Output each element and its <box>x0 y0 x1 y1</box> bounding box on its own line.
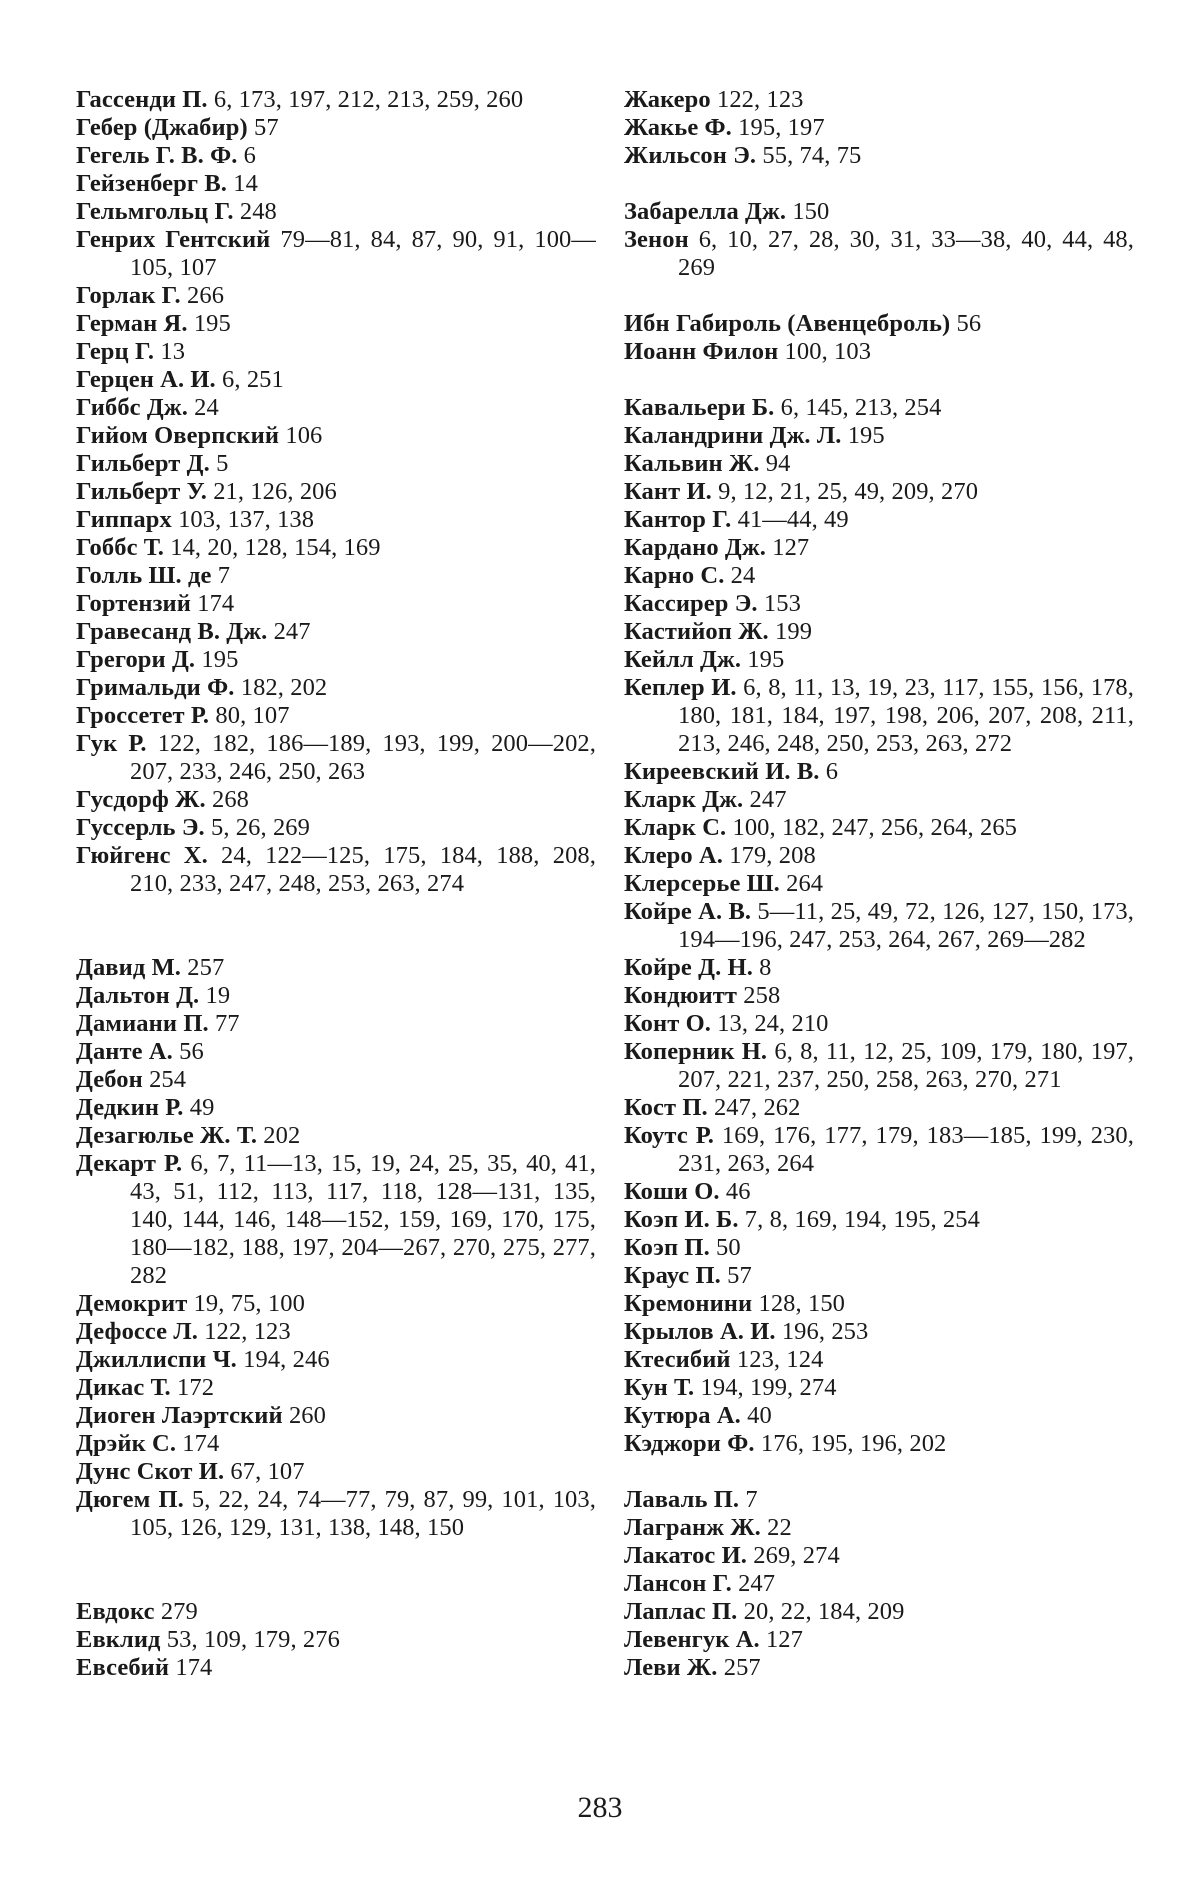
index-entry-name: Кутюра А. <box>624 1402 741 1429</box>
index-entry-name: Гильберт У. <box>76 478 207 505</box>
page-number: 283 <box>577 1791 623 1824</box>
index-entry-pages: 13, 24, 210 <box>717 1010 829 1037</box>
index-entry-name: Койре А. В. <box>624 898 752 925</box>
index-entry <box>76 422 596 450</box>
index-entry-name: Кондюитт <box>624 982 738 1009</box>
index-entry <box>76 226 596 282</box>
index-entry-name: Джиллиспи Ч. <box>76 1346 237 1373</box>
index-entry <box>624 1654 1134 1682</box>
index-entry <box>624 1542 1134 1570</box>
index-entry-pages: 57 <box>727 1262 752 1289</box>
index-entry <box>624 1430 1134 1458</box>
index-entry-pages: 128, 150 <box>758 1290 846 1317</box>
index-entry <box>624 1122 1134 1178</box>
index-entry <box>76 954 596 982</box>
index-entry <box>76 198 596 226</box>
index-entry-name: Гоббс Т. <box>76 534 164 561</box>
index-entry <box>76 1430 596 1458</box>
index-entry-name: Гук Р. <box>76 730 147 757</box>
index-entry <box>624 870 1134 898</box>
index-entry-pages: 194, 199, 274 <box>700 1374 837 1401</box>
index-entry-name: Гравесанд В. Дж. <box>76 618 268 645</box>
index-entry-name: Дрэйк С. <box>76 1430 177 1457</box>
index-entry <box>624 1290 1134 1318</box>
index-entry-pages: 199 <box>775 618 813 645</box>
index-entry <box>76 394 596 422</box>
index-entry-pages: 247 <box>273 618 311 645</box>
index-entry <box>624 1234 1134 1262</box>
index-entry <box>76 114 596 142</box>
index-entry-name: Койре Д. Н. <box>624 954 753 981</box>
index-entry-name: Ктесибий <box>624 1346 731 1373</box>
index-entry-pages: 56 <box>179 1038 204 1065</box>
index-entry <box>76 506 596 534</box>
index-entry-name: Гиппарх <box>76 506 172 533</box>
index-entry <box>76 1374 596 1402</box>
index-entry-pages: 80, 107 <box>215 702 290 729</box>
index-entry-pages: 122, 182, 186—189, 193, 199, 200—202, 207, 233, 246, 250, 263 <box>130 730 596 785</box>
index-entry-name: Гортензий <box>76 590 191 617</box>
index-entry-name: Гусдорф Ж. <box>76 786 206 813</box>
index-entry <box>624 1094 1134 1122</box>
index-entry-pages: 57 <box>253 114 279 141</box>
index-entry-name: Дальтон Д. <box>76 982 200 1009</box>
index-entry-name: Кастийоп Ж. <box>624 618 769 645</box>
index-entry-pages: 195 <box>747 646 785 673</box>
index-entry-pages: 24 <box>194 394 219 421</box>
index-entry-pages: 127 <box>772 534 810 561</box>
index-entry <box>76 842 596 898</box>
index-entry-pages: 279 <box>160 1598 198 1625</box>
index-entry <box>624 1570 1134 1598</box>
index-entry-pages: 8 <box>759 954 772 981</box>
index-entry <box>624 450 1134 478</box>
index-entry-name: Коперник Н. <box>624 1038 768 1065</box>
index-entry-pages: 127 <box>765 1626 804 1653</box>
index-entry <box>624 226 1134 282</box>
index-entry <box>624 1374 1134 1402</box>
index-entry-name: Жильсон Э. <box>624 142 757 169</box>
index-entry-name: Данте А. <box>76 1038 173 1065</box>
index-entry-pages: 20, 22, 184, 209 <box>743 1598 905 1625</box>
index-entry-pages: 24, 122—125, 175, 184, 188, 208, 210, 233, 247, 248, 253, 263, 274 <box>130 842 596 897</box>
index-entry-pages: 49 <box>189 1094 215 1121</box>
index-entry-name: Кант И. <box>624 478 712 505</box>
index-entry-pages: 268 <box>211 786 250 813</box>
index-entry-name: Гиббс Дж. <box>76 394 188 421</box>
index-entry-name: Зенон <box>624 226 689 253</box>
index-entry-pages: 22 <box>767 1514 792 1541</box>
index-entry-name: Кремонини <box>624 1290 753 1317</box>
index-entry-pages: 41—44, 49 <box>737 506 849 533</box>
section-gap <box>624 282 1134 310</box>
index-entry-name: Кантор Г. <box>624 506 732 533</box>
index-entry-pages: 106 <box>285 422 323 449</box>
index-entry-name: Кун Т. <box>624 1374 695 1401</box>
index-entry-name: Кальвин Ж. <box>624 450 760 477</box>
index-entry-pages: 6, 145, 213, 254 <box>780 394 942 421</box>
index-entry-pages: 202 <box>263 1122 301 1149</box>
index-entry-name: Лаваль П. <box>624 1486 740 1513</box>
index-entry <box>76 674 596 702</box>
index-entry-name: Герц Г. <box>76 338 155 365</box>
index-entry-pages: 123, 124 <box>736 1346 824 1373</box>
index-entry <box>76 982 596 1010</box>
index-entry-name: Герцен А. И. <box>76 366 216 393</box>
index-entry-name: Кларк Дж. <box>624 786 744 813</box>
index-entry-pages: 174 <box>182 1430 220 1457</box>
index-entry <box>76 814 596 842</box>
index-entry <box>76 786 596 814</box>
index-entry-pages: 176, 195, 196, 202 <box>760 1430 947 1457</box>
index-entry-pages: 150 <box>792 198 830 225</box>
index-entry-pages: 7 <box>745 1486 758 1513</box>
index-entry <box>624 1178 1134 1206</box>
index-entry-name: Гуссерль Э. <box>76 814 205 841</box>
index-entry-name: Гейзенберг В. <box>76 170 227 197</box>
index-entry-name: Дефоссе Л. <box>76 1318 198 1345</box>
index-entry-pages: 258 <box>743 982 781 1009</box>
index-entry-name: Гроссетет Р. <box>76 702 210 729</box>
index-entry-name: Гюйгенс Х. <box>76 842 208 869</box>
index-entry-pages: 6 <box>825 758 839 785</box>
index-entry-name: Гельмгольц Г. <box>76 198 234 225</box>
index-entry-pages: 269, 274 <box>753 1542 840 1569</box>
index-entry-name: Дамиани П. <box>76 1010 209 1037</box>
index-entry-name: Дюгем П. <box>76 1486 184 1513</box>
index-entry <box>624 1262 1134 1290</box>
index-entry <box>76 170 596 198</box>
index-entry-name: Лагранж Ж. <box>624 1514 761 1541</box>
index-entry <box>76 1010 596 1038</box>
index-entry <box>624 982 1134 1010</box>
index-entry-pages: 153 <box>763 590 801 617</box>
index-entry <box>76 282 596 310</box>
index-entry <box>76 478 596 506</box>
index-entry-pages: 254 <box>149 1066 187 1093</box>
index-entry <box>624 1010 1134 1038</box>
index-entry <box>624 1318 1134 1346</box>
index-entry-pages: 13 <box>160 338 186 365</box>
index-entry <box>624 954 1134 982</box>
index-entry-pages: 182, 202 <box>240 674 328 701</box>
index-entry <box>624 534 1134 562</box>
index-entry-name: Лаплас П. <box>624 1598 738 1625</box>
index-entry-name: Гебер (Джабир) <box>76 114 248 141</box>
index-entry-pages: 266 <box>187 282 225 309</box>
index-entry <box>76 702 596 730</box>
index-entry <box>76 562 596 590</box>
index-entry-name: Дебон <box>76 1066 143 1093</box>
index-entry <box>624 646 1134 674</box>
index-entry <box>76 1122 596 1150</box>
index-entry-pages: 172 <box>177 1374 215 1401</box>
index-entry-pages: 174 <box>197 590 235 617</box>
index-entry-name: Коэп П. <box>624 1234 710 1261</box>
index-entry-pages: 9, 12, 21, 25, 49, 209, 270 <box>718 478 979 505</box>
index-entry-name: Карно С. <box>624 562 725 589</box>
index-entry-name: Дикас Т. <box>76 1374 171 1401</box>
index-entry <box>76 1038 596 1066</box>
index-entry-name: Кэджори Ф. <box>624 1430 755 1457</box>
index-entry <box>76 1654 596 1682</box>
index-entry-name: Забарелла Дж. <box>624 198 787 225</box>
index-entry-name: Гассенди П. <box>76 86 208 113</box>
index-entry-pages: 5, 22, 24, 74—77, 79, 87, 99, 101, 103, 105, 126, 129, 131, 138, 148, 150 <box>130 1486 596 1541</box>
index-entry-pages: 5—11, 25, 49, 72, 126, 127, 150, 173, 194—196, 247, 253, 264, 267, 269—282 <box>678 898 1134 953</box>
index-entry-name: Евсебий <box>76 1654 170 1681</box>
index-entry <box>76 1402 596 1430</box>
index-entry <box>624 898 1134 954</box>
index-entry-pages: 194, 246 <box>243 1346 330 1373</box>
index-entry <box>76 86 596 114</box>
index-entry-pages: 50 <box>716 1234 741 1261</box>
index-entry-pages: 6, 173, 197, 212, 213, 259, 260 <box>213 86 524 113</box>
index-entry-name: Горлак Г. <box>76 282 181 309</box>
index-entry-name: Киреевский И. В. <box>624 758 820 785</box>
index-entry <box>624 1626 1134 1654</box>
index-entry-name: Евклид <box>76 1626 161 1653</box>
index-entry-name: Кейлл Дж. <box>624 646 742 673</box>
index-entry-pages: 19, 75, 100 <box>193 1290 305 1317</box>
index-entry-pages: 195, 197 <box>738 114 825 141</box>
index-entry <box>624 422 1134 450</box>
index-entry-pages: 247 <box>749 786 787 813</box>
index-entry <box>624 198 1134 226</box>
index-entry <box>76 730 596 786</box>
index-entry-pages: 6 <box>243 142 257 169</box>
index-entry-name: Дезагюлье Ж. Т. <box>76 1122 258 1149</box>
index-entry <box>624 1402 1134 1430</box>
index-entry-pages: 77 <box>214 1010 240 1037</box>
index-entry <box>624 1346 1134 1374</box>
index-entry <box>624 338 1134 366</box>
index-entry <box>624 1038 1134 1094</box>
index-entry-pages: 55, 74, 75 <box>762 142 862 169</box>
index-entry-pages: 53, 109, 179, 276 <box>166 1626 340 1653</box>
index-entry-name: Декарт Р. <box>76 1150 183 1177</box>
index-entry-pages: 46 <box>725 1178 751 1205</box>
index-entry <box>624 478 1134 506</box>
index-entry-name: Жакеро <box>624 86 711 113</box>
index-entry <box>76 646 596 674</box>
index-entry <box>624 842 1134 870</box>
index-entry-name: Диоген Лаэртский <box>76 1402 283 1429</box>
index-entry-name: Кавальери Б. <box>624 394 775 421</box>
index-entry-name: Гримальди Ф. <box>76 674 235 701</box>
index-entry-pages: 24 <box>730 562 756 589</box>
index-entry <box>624 1598 1134 1626</box>
index-entry <box>76 1094 596 1122</box>
index-entry <box>76 1066 596 1094</box>
index-entry-pages: 260 <box>288 1402 326 1429</box>
index-entry <box>624 786 1134 814</box>
index-entry-pages: 103, 137, 138 <box>178 506 315 533</box>
index-entry-name: Давид М. <box>76 954 182 981</box>
index-column-left <box>76 86 596 1682</box>
index-entry <box>76 1486 596 1542</box>
index-entry <box>624 394 1134 422</box>
index-entry-name: Лансон Г. <box>624 1570 732 1597</box>
index-entry-name: Леви Ж. <box>624 1654 718 1681</box>
index-entry-name: Лакатос И. <box>624 1542 748 1569</box>
index-entry-pages: 6, 10, 27, 28, 30, 31, 33—38, 40, 44, 48, 269 <box>678 226 1134 281</box>
index-entry-name: Герман Я. <box>76 310 188 337</box>
index-entry-pages: 100, 103 <box>784 338 872 365</box>
index-entry-pages: 7 <box>217 562 231 589</box>
index-entry <box>624 142 1134 170</box>
index-entry <box>624 814 1134 842</box>
index-entry-pages: 247, 262 <box>713 1094 801 1121</box>
index-entry-name: Кеплер И. <box>624 674 737 701</box>
index-entry-name: Дедкин Р. <box>76 1094 184 1121</box>
index-entry <box>76 1626 596 1654</box>
index-entry-pages: 257 <box>723 1654 761 1681</box>
index-entry-name: Клерсерье Ш. <box>624 870 780 897</box>
index-entry-name: Дунс Скот И. <box>76 1458 225 1485</box>
index-entry <box>76 366 596 394</box>
index-entry-pages: 21, 126, 206 <box>213 478 337 505</box>
index-entry-pages: 6, 8, 11, 13, 19, 23, 117, 155, 156, 178, 180, 181, 184, 197, 198, 206, 207, 208, 211, 213, 246, 248, 250, 253, 263, 272 <box>678 674 1134 757</box>
section-gap <box>624 366 1134 394</box>
index-entry <box>624 1206 1134 1234</box>
index-entry-name: Гийом Оверпский <box>76 422 280 449</box>
index-entry <box>76 618 596 646</box>
index-entry-name: Коутс Р. <box>624 1122 714 1149</box>
index-entry <box>76 1318 596 1346</box>
index-entry-name: Иоанн Филон <box>624 338 779 365</box>
index-entry-name: Конт О. <box>624 1010 711 1037</box>
index-entry-pages: 6, 7, 11—13, 15, 19, 24, 25, 35, 40, 41, 43, 51, 112, 113, 117, 118, 128—131, 135, 140, 144, 146, 148—152, 159, 169, 170, 175, 180—182, 188, 197, 204—267, 270, 275, 277, 282 <box>130 1150 596 1289</box>
index-entry-name: Кардано Дж. <box>624 534 766 561</box>
index-entry <box>76 590 596 618</box>
index-entry-pages: 100, 182, 247, 256, 264, 265 <box>732 814 1018 841</box>
index-entry <box>76 450 596 478</box>
index-entry-name: Коэп И. Б. <box>624 1206 739 1233</box>
index-column-right <box>624 86 1134 1682</box>
index-entry-name: Кассирер Э. <box>624 590 758 617</box>
section-gap <box>76 1542 596 1598</box>
index-entry-pages: 196, 253 <box>781 1318 869 1345</box>
index-entry-pages: 79—81, 84, 87, 90, 91, 100—105, 107 <box>130 226 597 281</box>
index-entry-name: Гильберт Д. <box>76 450 210 477</box>
index-entry-pages: 40 <box>747 1402 772 1429</box>
index-entry-pages: 19 <box>205 982 231 1009</box>
section-gap <box>76 898 596 954</box>
index-entry-name: Краус П. <box>624 1262 721 1289</box>
index-entry <box>624 1514 1134 1542</box>
index-entry <box>76 534 596 562</box>
index-entry <box>76 1150 596 1290</box>
index-entry-name: Ибн Габироль (Авенцеброль) <box>624 310 951 337</box>
index-entry-pages: 67, 107 <box>230 1458 305 1485</box>
index-entry-pages: 257 <box>187 954 225 981</box>
index-entry-pages: 5 <box>216 450 229 477</box>
index-entry-name: Генрих Гентский <box>76 226 271 253</box>
index-entry-pages: 6, 251 <box>222 366 284 393</box>
index-entry-name: Евдокс <box>76 1598 155 1625</box>
index-entry <box>76 1598 596 1626</box>
index-entry-name: Гегель Г. В. Ф. <box>76 142 238 169</box>
index-entry <box>624 310 1134 338</box>
index-entry <box>624 506 1134 534</box>
index-entry-pages: 264 <box>786 870 824 897</box>
index-entry-pages: 174 <box>175 1654 213 1681</box>
index-entry <box>624 758 1134 786</box>
index-entry-pages: 56 <box>956 310 982 337</box>
index-entry <box>624 618 1134 646</box>
index-entry-name: Кост П. <box>624 1094 708 1121</box>
index-entry-pages: 122, 123 <box>204 1318 291 1345</box>
index-entry <box>624 562 1134 590</box>
index-entry-name: Крылов А. И. <box>624 1318 776 1345</box>
index-entry-name: Голль Ш. де <box>76 562 212 589</box>
section-gap <box>624 1458 1134 1486</box>
index-entry-pages: 122, 123 <box>716 86 804 113</box>
index-entry <box>624 1486 1134 1514</box>
index-entry-pages: 195 <box>201 646 239 673</box>
index-entry <box>624 674 1134 758</box>
index-entry-pages: 6, 8, 11, 12, 25, 109, 179, 180, 197, 207, 221, 237, 250, 258, 263, 270, 271 <box>678 1038 1134 1093</box>
index-entry-pages: 14 <box>233 170 258 197</box>
index-entry-name: Кларк С. <box>624 814 727 841</box>
index-entry <box>624 86 1134 114</box>
index-entry <box>76 1290 596 1318</box>
index-entry-name: Коши О. <box>624 1178 720 1205</box>
index-entry-name: Грегори Д. <box>76 646 196 673</box>
index-entry-name: Левенгук А. <box>624 1626 760 1653</box>
index-entry-name: Демокрит <box>76 1290 188 1317</box>
section-gap <box>624 170 1134 198</box>
index-entry-name: Клеро А. <box>624 842 724 869</box>
index-entry-pages: 169, 176, 177, 179, 183—185, 199, 230, 231, 263, 264 <box>678 1122 1134 1177</box>
index-entry-name: Жакье Ф. <box>624 114 732 141</box>
index-entry-pages: 247 <box>738 1570 776 1597</box>
index-entry-pages: 5, 26, 269 <box>211 814 310 841</box>
index-entry <box>624 590 1134 618</box>
index-entry-pages: 94 <box>765 450 791 477</box>
index-entry <box>624 114 1134 142</box>
index-entry <box>76 1458 596 1486</box>
index-entry-name: Каландрини Дж. Л. <box>624 422 842 449</box>
index-entry <box>76 1346 596 1374</box>
index-entry-pages: 248 <box>239 198 277 225</box>
index-entry-pages: 14, 20, 128, 154, 169 <box>170 534 381 561</box>
index-entry <box>76 338 596 366</box>
index-entry <box>76 310 596 338</box>
index-entry-pages: 179, 208 <box>729 842 816 869</box>
index-entry-pages: 195 <box>847 422 885 449</box>
index-entry-pages: 7, 8, 169, 194, 195, 254 <box>744 1206 980 1233</box>
index-entry <box>76 142 596 170</box>
index-entry-pages: 195 <box>193 310 231 337</box>
